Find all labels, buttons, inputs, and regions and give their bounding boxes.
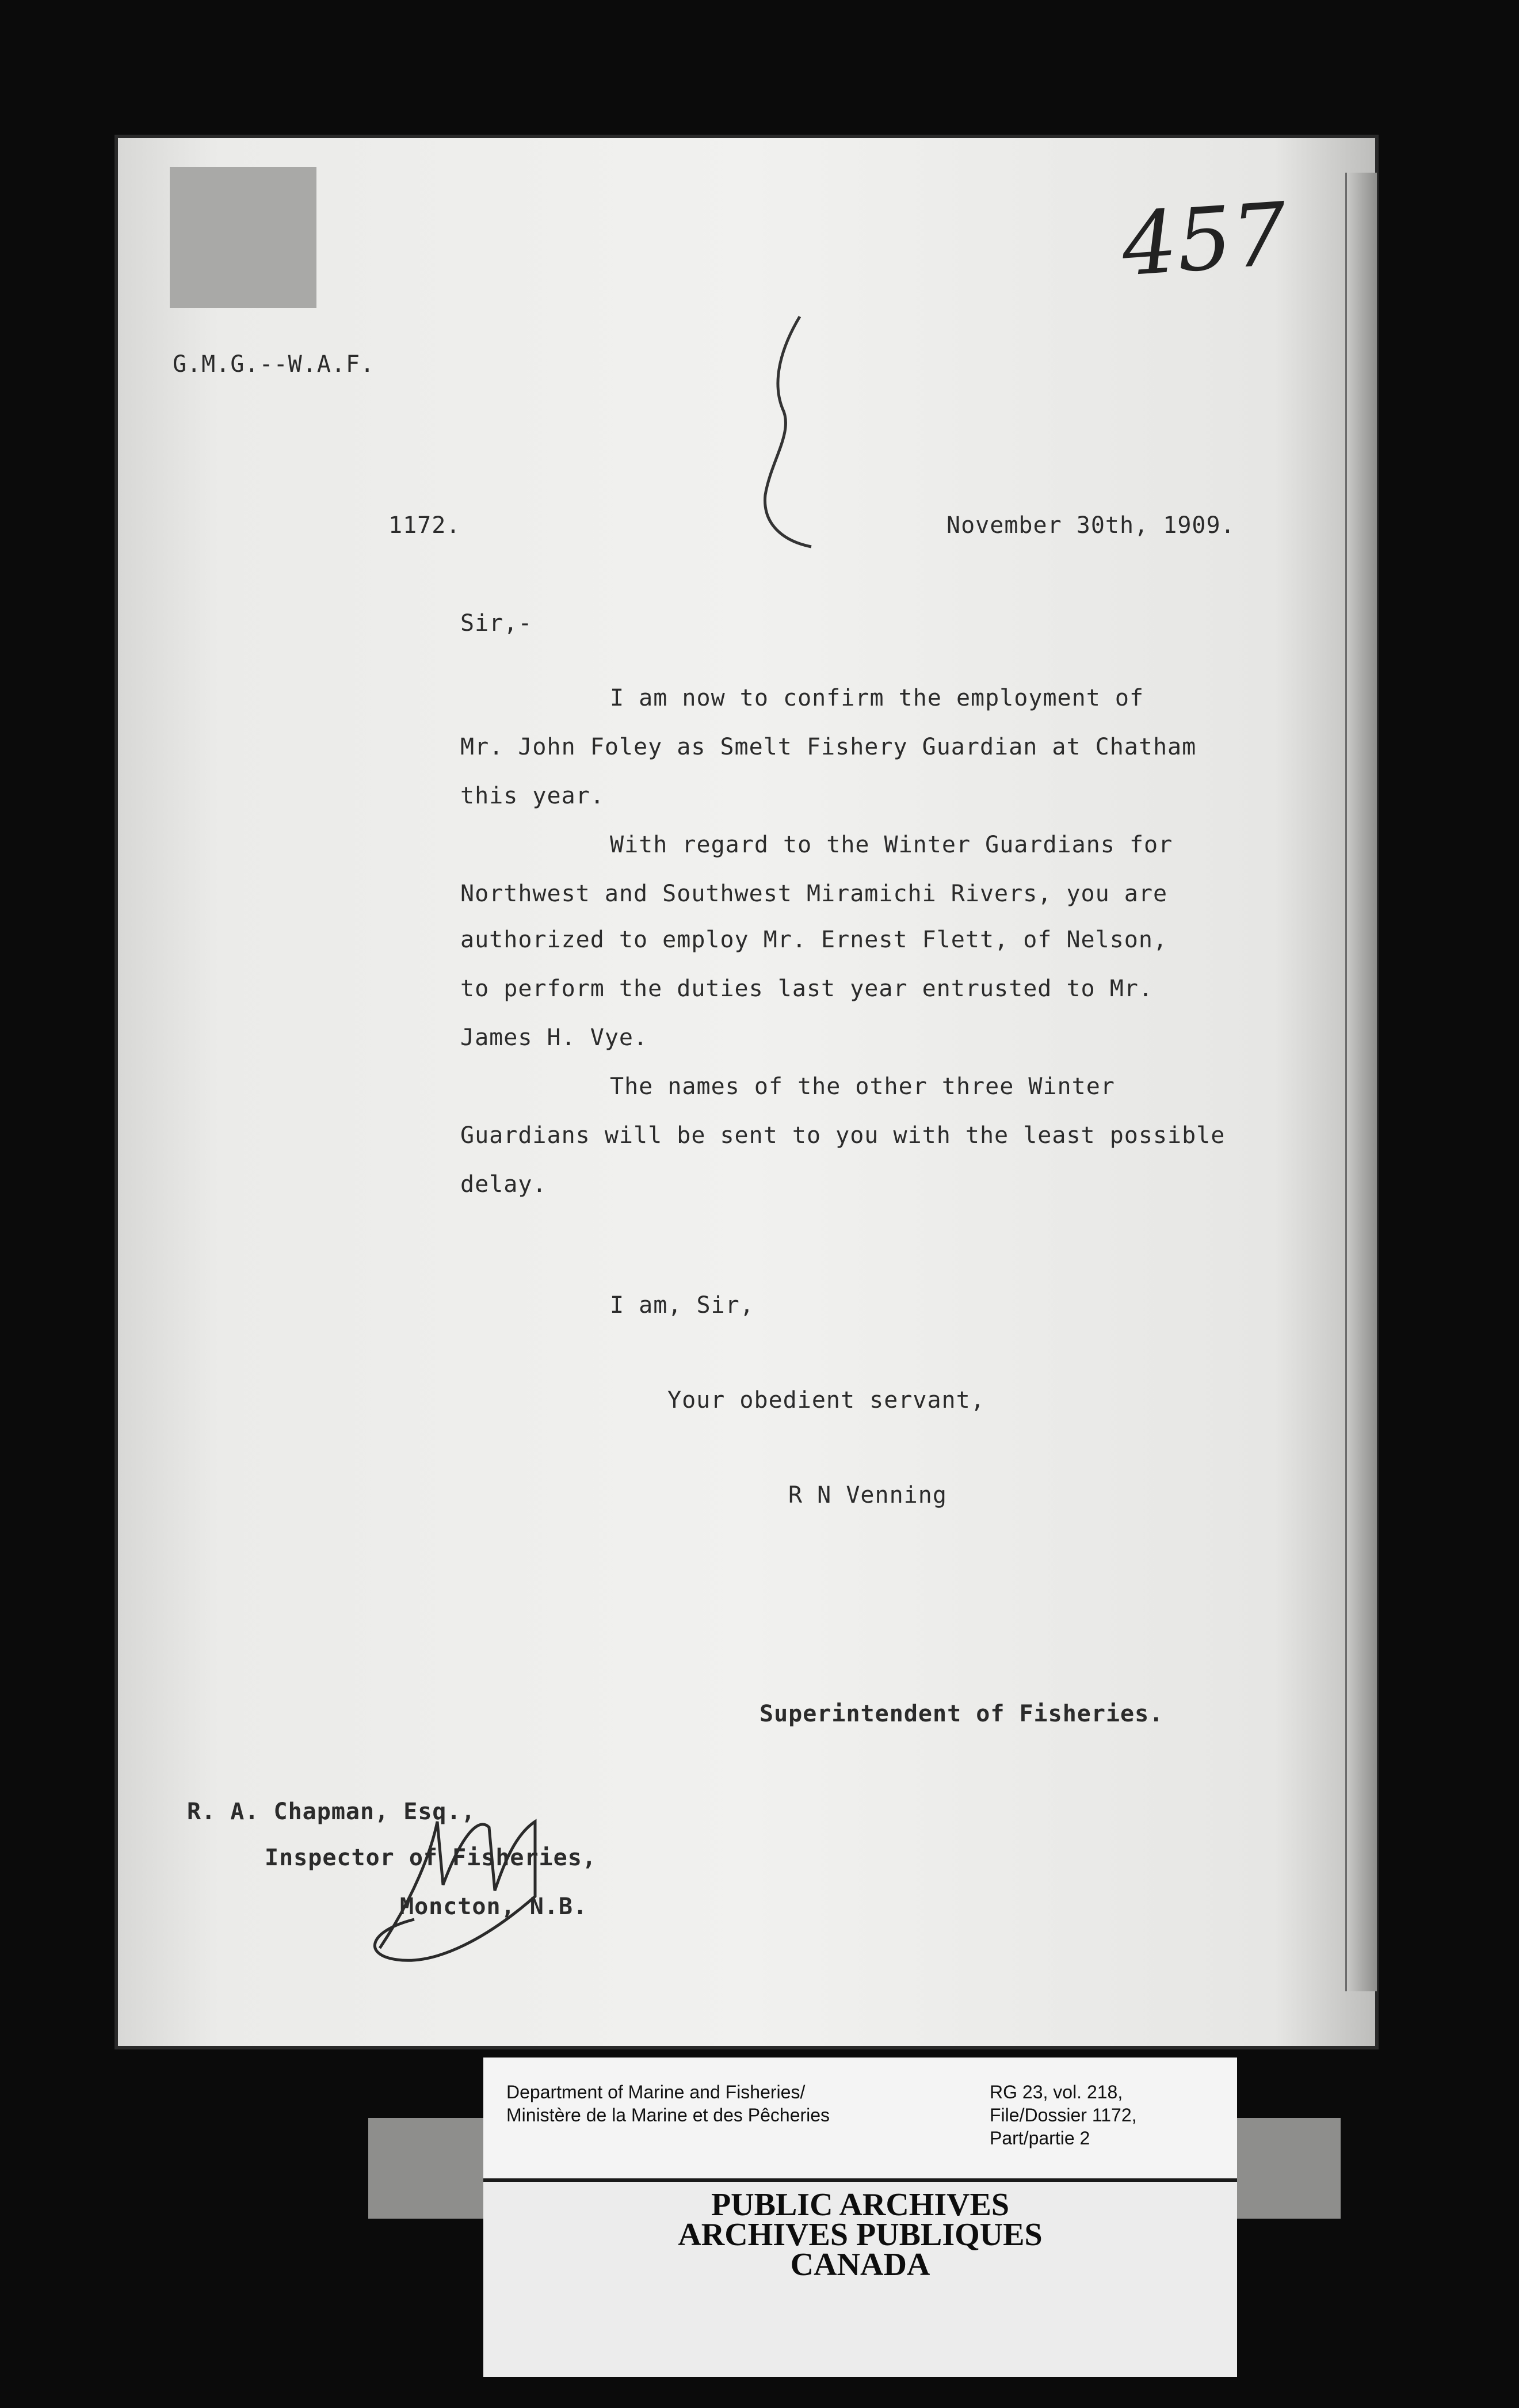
page-edge — [1345, 173, 1377, 1991]
closing-line: Your obedient servant, — [667, 1387, 985, 1413]
file-number: 1172. — [388, 512, 461, 539]
signer-name: R N Venning — [788, 1482, 947, 1508]
body-line: delay. — [460, 1171, 547, 1198]
body-line: Guardians will be sent to you with the least possible — [460, 1122, 1226, 1149]
body-line: Northwest and Southwest Miramichi Rivers, you are — [460, 881, 1168, 907]
handwritten-mark — [748, 311, 829, 553]
closing-line: I am, Sir, — [610, 1292, 754, 1319]
reference-line: Part/partie 2 — [990, 2128, 1090, 2148]
tape-right — [1220, 2118, 1341, 2219]
archives-stamp-line: ARCHIVES PUBLIQUES — [678, 2217, 1043, 2253]
divider — [483, 2178, 1237, 2182]
tape-left — [368, 2118, 495, 2219]
body-line: With regard to the Winter Guardians for — [610, 832, 1173, 858]
signer-title: Superintendent of Fisheries. — [760, 1701, 1164, 1727]
archive-label — [483, 2058, 1237, 2377]
body-line: I am now to confirm the employment of — [610, 685, 1144, 711]
folio-number: 457 — [1119, 184, 1291, 296]
archives-stamp-line: PUBLIC ARCHIVES — [711, 2187, 1010, 2223]
archive-department — [506, 2081, 830, 2127]
addressee-name: R. A. Chapman, Esq., — [187, 1799, 476, 1825]
archives-stamp-line: CANADA — [790, 2247, 930, 2283]
body-line: The names of the other three Winter — [610, 1073, 1115, 1100]
addressee-title: Inspector of Fisheries, — [265, 1845, 597, 1871]
archives-stamp — [483, 2187, 1237, 2283]
body-line: to perform the duties last year entrusted to Mr. — [460, 976, 1153, 1002]
reference-initials: G.M.G.--W.A.F. — [173, 351, 375, 378]
handwritten-initials — [345, 1804, 610, 1977]
letter-date: November 30th, 1909. — [946, 512, 1235, 539]
body-line: this year. — [460, 783, 605, 809]
reference-line: RG 23, vol. 218, — [990, 2082, 1123, 2102]
archive-reference — [990, 2081, 1137, 2150]
salutation: Sir,- — [460, 610, 533, 637]
pin-hole-area — [170, 167, 316, 308]
department-english: Department of Marine and Fisheries/ — [506, 2082, 806, 2102]
body-line: Mr. John Foley as Smelt Fishery Guardian at Chatham — [460, 734, 1197, 760]
department-french: Ministère de la Marine et des Pêcheries — [506, 2105, 830, 2125]
body-line: authorized to employ Mr. Ernest Flett, of Nelson, — [460, 927, 1168, 953]
body-line: James H. Vye. — [460, 1024, 648, 1051]
addressee-location: Moncton, N.B. — [400, 1893, 588, 1920]
reference-line: File/Dossier 1172, — [990, 2105, 1137, 2125]
